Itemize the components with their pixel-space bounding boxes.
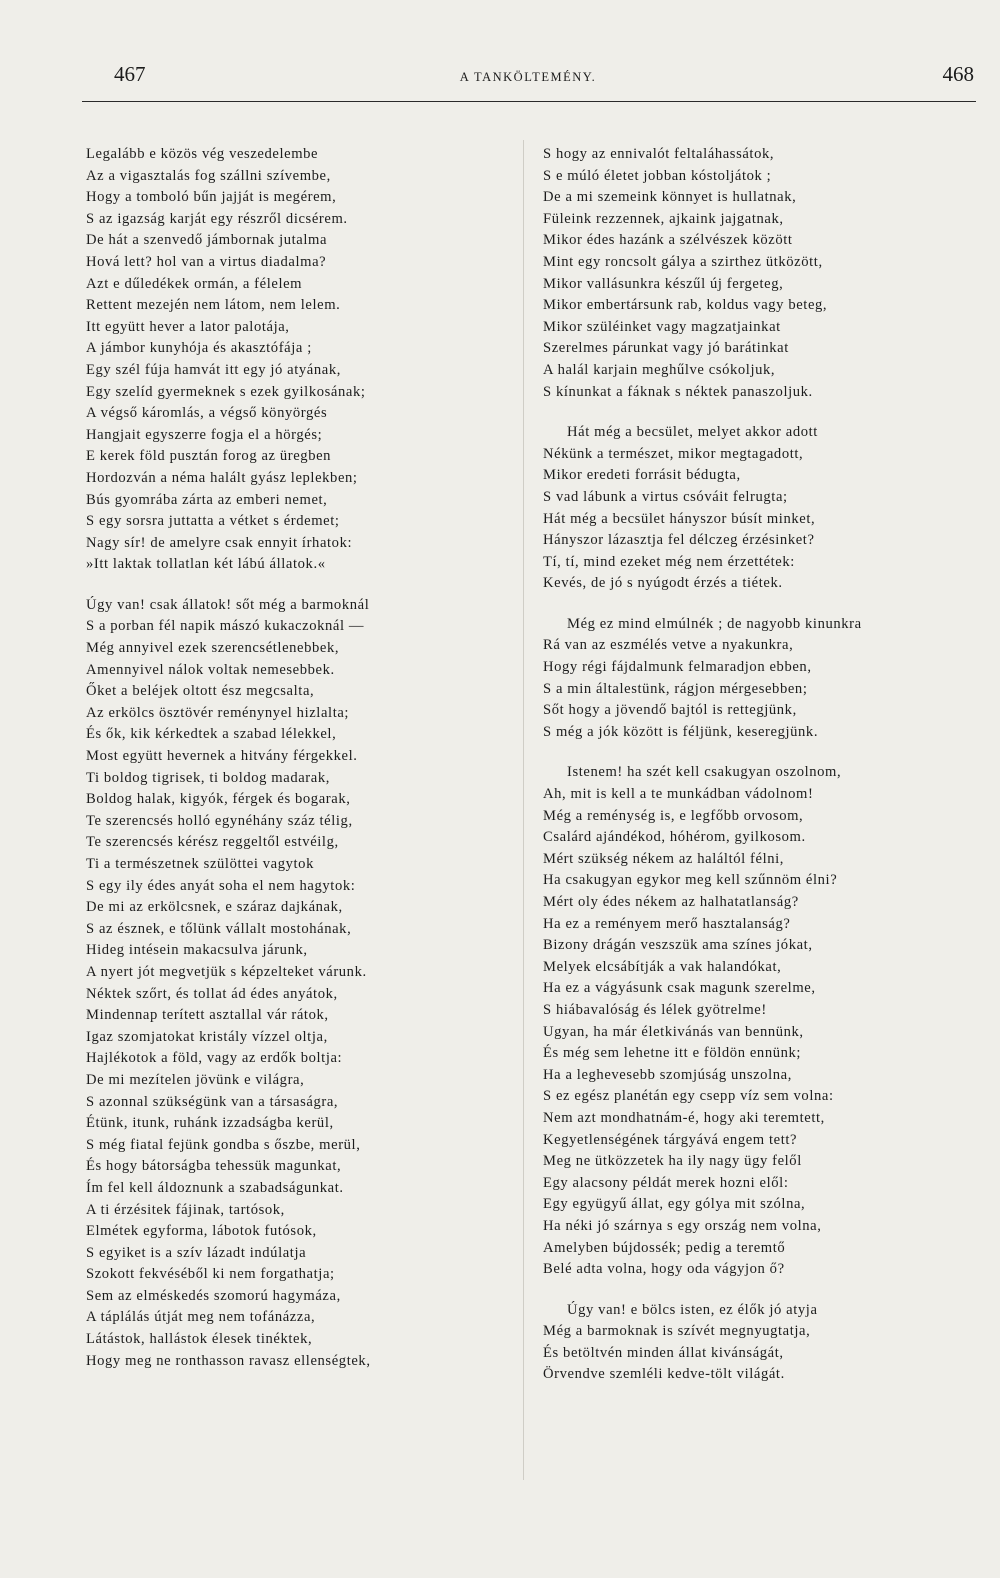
verse-line: Bús gyomrába zárta az emberi nemet, [86,491,328,508]
verse-line: Most együtt hevernek a hitvány férgekkel. [86,748,358,765]
verse-line: Egy szelíd gyermeknek s ezek gyilkosának; [86,383,366,400]
verse-line: »Itt laktak tollatlan két lábú állatok.« [86,556,326,573]
verse-line: S hiábavalóság és lélek gyötrelme! [543,1001,767,1018]
verse-line: S az észnek, e tőlünk vállalt mostohának, [86,920,352,937]
verse-line: S a porban fél napik mászó kukaczoknál — [86,618,365,635]
verse-line: Ugyan, ha már életkivánás van bennünk, [543,1023,804,1040]
page-number-left: 467 [114,62,146,86]
verse-line: A táplálás útját meg nem tofánázza, [86,1309,316,1326]
stanza [543,1300,978,1386]
verse-line: Belé adta volna, hogy oda vágyjon ő? [543,1261,785,1278]
verse-line: Egy alacsony példát merek hozni elől: [543,1174,789,1191]
verse-line: De a mi szemeink könnyet is hullatnak, [543,189,797,206]
verse-line: Te szerencsés holló egynéhány száz télig, [86,812,353,829]
verse-line: Ha néki jó szárnya s egy ország nem volna, [543,1217,822,1234]
verse-line: De mi az erkölcsnek, e száraz dajkának, [86,899,343,916]
verse-line: Nékünk a természet, mikor megtagadott, [543,445,804,462]
verse-line: Hányszor lázasztja fel délczeg érzésinket? [543,532,815,549]
stanza [543,614,978,744]
verse-line: Egy együgyű állat, egy gólya mit szólna, [543,1196,806,1213]
verse-line: Amelyben bújdossék; pedig a teremtő [543,1239,786,1256]
verse-line: Füleink rezzennek, ajkaink jajgatnak, [543,210,784,227]
verse-line: A nyert jót megvetjük s képzelteket várunk. [86,963,367,980]
verse-line: Étünk, itunk, ruhánk izzadságba kerül, [86,1115,334,1132]
verse-line: Hangjait egyszerre fogja el a hörgés; [86,426,323,443]
stanza [86,144,506,576]
verse-line: Tí, tí, mind ezeket még nem érzettétek: [543,553,795,570]
verse-line: Hogy meg ne ronthasson ravasz ellenségtek, [86,1352,371,1369]
verse-line: Nem azt mondhatnám-é, hogy aki teremtett, [543,1109,825,1126]
stanza [543,762,978,1280]
verse-line: Hát még a becsület hányszor búsít minket, [543,510,816,527]
verse-line: Látástok, hallástok élesek tinéktek, [86,1331,313,1348]
verse-line: S egy ily édes anyát soha el nem hagytok: [86,877,356,894]
stanza [543,422,978,595]
verse-line: Azt e dűledékek ormán, a félelem [86,275,303,292]
verse-line: Örvendve szemléli kedve-tölt világát. [543,1366,785,1383]
verse-line: A halál karjain meghűlve csókoljuk, [543,361,776,378]
stanza [86,595,506,1372]
verse-line: S ez egész planétán egy csepp víz sem volna: [543,1088,834,1105]
verse-line: Mikor édes hazánk a szélvészek között [543,232,793,249]
verse-line: Sem az elméskedés szomorú hagymáza, [86,1287,341,1304]
verse-line: Hogy a tomboló bűn jajját is megérem, [86,189,337,206]
verse-line: Még annyivel ezek szerencsétlenebbek, [86,640,340,657]
page-header [82,62,974,102]
verse-line: Hajlékotok a föld, vagy az erdők boltja: [86,1050,343,1067]
verse-line: A végső káromlás, a végső könyörgés [86,405,328,422]
verse-line: Egy szél fúja hamvát itt egy jó atyának, [86,361,341,378]
verse-line: S még a jók között is féljünk, keseregjünk. [543,723,819,740]
column-gutter [523,140,524,1480]
verse-line: Hordozván a néma halált gyász leplekben; [86,469,358,486]
verse-line: Az erkölcs ösztövér reménynyel hizlalta; [86,704,350,721]
verse-line: Még a barmoknak is szívét megnyugtatja, [543,1323,811,1340]
verse-line: Boldog halak, kigyók, férgek és bogarak, [86,791,351,808]
verse-line: S még fiatal fejünk gondba s őszbe, merül, [86,1136,361,1153]
running-title: A TANKÖLTEMÉNY. [459,70,597,84]
verse-line: De hát a szenvedő jámbornak jutalma [86,232,328,249]
verse-line: Kegyetlenségének tárgyává engem tett? [543,1131,798,1148]
verse-line: Te szerencsés kérész reggeltől estvéilg, [86,834,339,851]
verse-line: Rá van az eszmélés vetve a nyakunkra, [543,637,794,654]
verse-line: Elmétek egyforma, lábotok futósok, [86,1223,317,1240]
header-rule [82,101,976,102]
verse-line: Úgy van! e bölcs isten, ez élők jó atyja [567,1301,818,1318]
verse-line: Legalább e közös vég veszedelembe [86,146,319,162]
verse-line: Hideg intésein makacsulva járunk, [86,942,308,959]
verse-line: Ha ez a vágyásunk csak magunk szerelme, [543,980,816,997]
verse-line: Itt együtt hever a lator palotája, [86,318,290,335]
verse-line: És ők, kik kérkedtek a szabad lélekkel, [86,726,337,743]
verse-line: Még a reménység is, e legfőbb orvosom, [543,807,804,824]
verse-line: Néktek szőrt, és tollat ád édes anyátok, [86,985,338,1002]
verse-line: Mikor szüléinket vagy magzatjainkat [543,318,781,335]
verse-line: Nagy sír! de amelyre csak ennyit írhatok: [86,534,353,551]
right-column [543,144,978,1386]
verse-line: S e múló életet jobban kóstoljátok ; [543,167,772,184]
verse-line: S egy sorsra juttatta a vétket s érdemet; [86,513,340,530]
verse-line: És még sem lehetne itt e földön ennünk; [543,1045,802,1062]
verse-line: Ha a leghevesebb szomjúság unszolna, [543,1066,792,1083]
verse-line: Hogy régi fájdalmunk felmaradjon ebben, [543,659,812,676]
verse-line: A ti érzésitek fájinak, tartósok, [86,1201,285,1218]
verse-line: Kevés, de jó s nyúgodt érzés a tiétek. [543,575,783,592]
verse-line: Az a vigasztalás fog szállni szívembe, [86,167,331,184]
verse-line: De mi mezítelen jövünk e világra, [86,1071,305,1088]
verse-line: S egyiket is a szív lázadt indúlatja [86,1244,307,1261]
page-number-right: 468 [942,62,974,86]
verse-line: Ti boldog tigrisek, ti boldog madarak, [86,769,330,786]
verse-line: Még ez mind elmúlnék ; de nagyobb kinunkra [567,615,862,632]
verse-line: A jámbor kunyhója és akasztófája ; [86,340,312,357]
verse-line: Mért szükség nékem az haláltól félni, [543,850,785,867]
verse-line: S vad lábunk a virtus csóváit felrugta; [543,488,788,505]
verse-line: És hogy bátorságba tehessük magunkat, [86,1158,342,1175]
verse-line: Hát még a becsület, melyet akkor adott [567,424,818,441]
verse-line: Szerelmes párunkat vagy jó barátinkat [543,340,789,357]
verse-line: Mikor eredeti forrásit bédugta, [543,467,741,484]
verse-line: S kínunkat a fáknak s néktek panaszoljuk. [543,383,813,400]
verse-line: Mért oly édes nékem az halhatatlanság? [543,894,799,910]
verse-line: És betöltvén minden állat kivánságát, [543,1344,784,1361]
verse-line: S hogy az ennivalót feltaláhassátok, [543,146,775,162]
verse-line: S azonnal szükségünk van a társaságra, [86,1093,339,1110]
verse-line: Mint egy roncsolt gálya a szirthez ütközött, [543,253,823,270]
verse-line: Igaz szomjatokat kristály vízzel oltja, [86,1028,328,1045]
verse-line: Istenem! ha szét kell csakugyan oszolnom, [567,764,842,781]
verse-line: S az igazság karját egy részről dicsérem. [86,210,348,227]
verse-line: Sőt hogy a jövendő bajtól is rettegjünk, [543,702,797,719]
left-column [86,144,506,1372]
verse-line: Ah, mit is kell a te munkádban vádolnom! [543,786,814,803]
verse-line: Mindennap terített asztallal vár rátok, [86,1007,329,1024]
verse-line: Szokott fekvéséből ki nem forgathatja; [86,1266,335,1283]
verse-line: Csalárd ajándékod, hóhérom, gyilkosom. [543,829,806,846]
verse-line: Úgy van! csak állatok! sőt még a barmoknál [86,596,370,613]
stanza [543,144,978,403]
verse-line: Mikor embertársunk rab, koldus vagy beteg, [543,297,828,314]
verse-line: Ím fel kell áldoznunk a szabadságunkat. [86,1179,344,1196]
verse-line: Ha csakugyan egykor meg kell szűnnöm élni? [543,872,838,889]
verse-line: Ha ez a reményem merő hasztalanság? [543,915,791,932]
verse-line: E kerek föld pusztán forog az üregben [86,448,332,465]
verse-line: Rettent mezején nem látom, nem lelem. [86,297,341,314]
verse-line: Bizony drágán veszszük ama színes jókat, [543,937,813,954]
verse-line: Amennyivel nálok voltak nemesebbek. [86,661,335,678]
verse-line: Meg ne ütközzetek ha ily nagy ügy felől [543,1153,802,1170]
verse-line: Mikor vallásunkra készűl új fergeteg, [543,275,784,292]
verse-line: Hová lett? hol van a virtus diadalma? [86,253,327,270]
verse-line: Ti a természetnek szülöttei vagytok [86,856,314,872]
verse-line: Őket a beléjek oltott ész megcsalta, [86,683,315,700]
verse-line: Melyek elcsábítják a vak halandókat, [543,958,782,975]
verse-line: S a min általestünk, rágjon mérgesebben; [543,680,808,697]
